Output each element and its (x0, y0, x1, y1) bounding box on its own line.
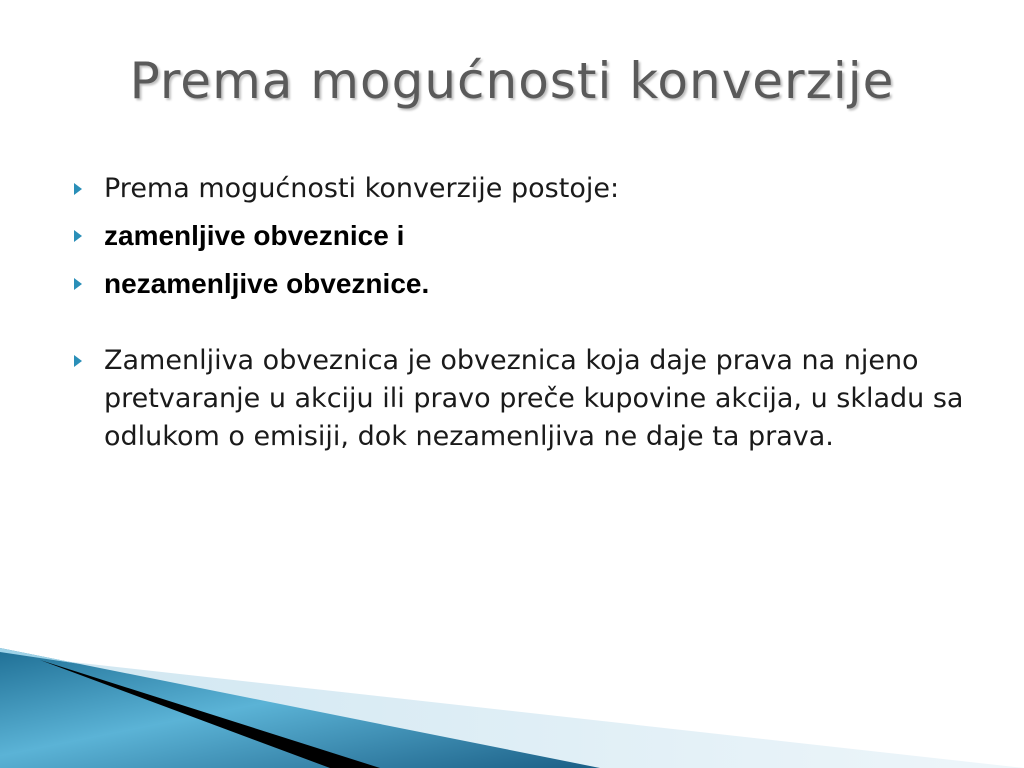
bullet-item (72, 217, 972, 256)
bullet-text: nezamenljive obveznice. (104, 268, 430, 299)
bullet-text: zamenljive obveznice i (104, 220, 405, 251)
bullet-text: Zamenljiva obveznica je obveznica koja daje prava na njeno pretvaranje u akciju ili pravo preče kupovine akcija, u skladu sa odlukom o emisiji, dok nezamenljiva ne daje ta prava. (104, 345, 964, 452)
triangle-right-icon (74, 278, 82, 290)
footer-decoration (0, 638, 1024, 768)
triangle-right-icon (74, 183, 82, 195)
bullet-list (72, 170, 972, 465)
slide-title: Prema mogućnosti konverzije (129, 52, 895, 110)
triangle-right-icon (74, 230, 82, 242)
bullet-item (72, 265, 972, 304)
bullet-item (72, 170, 972, 208)
bullet-item (72, 342, 972, 456)
triangle-right-icon (74, 355, 82, 367)
bullet-text: Prema mogućnosti konverzije postoje: (104, 173, 620, 204)
